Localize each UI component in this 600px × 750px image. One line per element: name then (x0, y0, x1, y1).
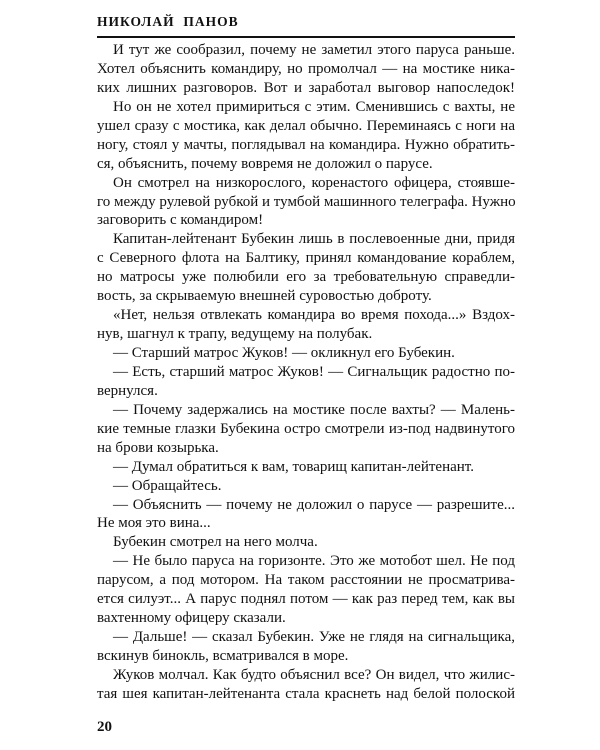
text-line: ушел сразу с мостика, как делал обычно. Переминаясь с ноги на (97, 117, 515, 134)
text-line: с Северного флота на Балтику, принял командование кораблем, (97, 250, 515, 267)
text-line: вернулся. (97, 382, 158, 399)
text-line: го между рулевой рубкой и тумбой машинного телеграфа. Нужно (97, 193, 516, 210)
text-line: на брови козырька. (97, 439, 219, 456)
text-line: — Объяснить — почему не доложил о парусе — разрешите... (113, 496, 515, 513)
text-line: — Есть, старший матрос Жуков! — Сигнальщик радостно по- (113, 363, 515, 380)
text-line: вахтенному офицеру сказали. (97, 610, 286, 627)
text-line: — Обращайтесь. (113, 477, 222, 494)
page-number: 20 (97, 719, 112, 735)
text-line: — Почему задержались на мостике после вахты? — Малень- (113, 401, 515, 418)
text-line: — Думал обратиться к вам, товарищ капитан-лейтенант. (113, 458, 474, 475)
header-rule (97, 36, 515, 38)
text-line: Капитан-лейтенант Бубекин лишь в послевоенные дни, придя (113, 231, 515, 248)
text-line: ется силуэт... А парус поднял потом — как раз перед тем, как вы (97, 591, 515, 608)
text-line: вскинув бинокль, всматривался в море. (97, 648, 349, 664)
text-line: тая шея капитан-лейтенанта стала краснеть над белой полоской (97, 685, 515, 702)
running-head: НИКОЛАЙ ПАНОВ (97, 14, 239, 29)
text-line: Бубекин смотрел на него молча. (113, 534, 318, 551)
text-line: Жуков молчал. Как будто объяснил все? Он видел, что жилис- (113, 666, 515, 683)
text-line: — Не было паруса на горизонте. Это же мотобот шел. Не под (113, 553, 515, 570)
text-line: Он смотрел на низкорослого, коренастого офицера, стоявше- (113, 174, 515, 191)
text-line: кие темные глазки Бубекина остро смотрели из-под надвинутого (97, 420, 515, 437)
text-line: вость, за скрываемую внешней суровостью доброту. (97, 288, 432, 305)
text-line: Но он не хотел примириться с этим. Сменившись с вахты, не (113, 98, 515, 115)
text-line: Не моя это вина... (97, 515, 211, 532)
text-line: ногу, стоял у мачты, поглядывал на командира. Нужно обратить- (97, 136, 515, 153)
text-line: парусом, а под мотором. На таком расстоянии не просматрива- (97, 572, 515, 589)
text-line: — Дальше! — сказал Бубекин. Уже не глядя на сигнальщика, (113, 629, 515, 646)
text-line: но матросы уже полюбили его за требовательную справедли- (97, 269, 515, 286)
text-line: ких лишних разговоров. Вот и заработал выговор напоследок! (97, 79, 515, 96)
text-line: ся, объяснить, почему вовремя не доложил о парусе. (97, 155, 433, 172)
text-line: «Нет, нельзя отвлекать командира во время похода...» Вздох- (113, 307, 515, 324)
text-line: Хотел объяснить командиру, но промолчал — на мостике ника- (97, 60, 515, 77)
text-line: И тут же сообразил, почему не заметил этого паруса раньше. (113, 42, 515, 58)
text-line: — Старший матрос Жуков! — окликнул его Бубекин. (113, 345, 455, 361)
text-line: нув, шагнул к трапу, ведущему на полубак. (97, 326, 373, 343)
body-text (97, 41, 515, 704)
text-line: заговорить с командиром! (97, 212, 264, 229)
